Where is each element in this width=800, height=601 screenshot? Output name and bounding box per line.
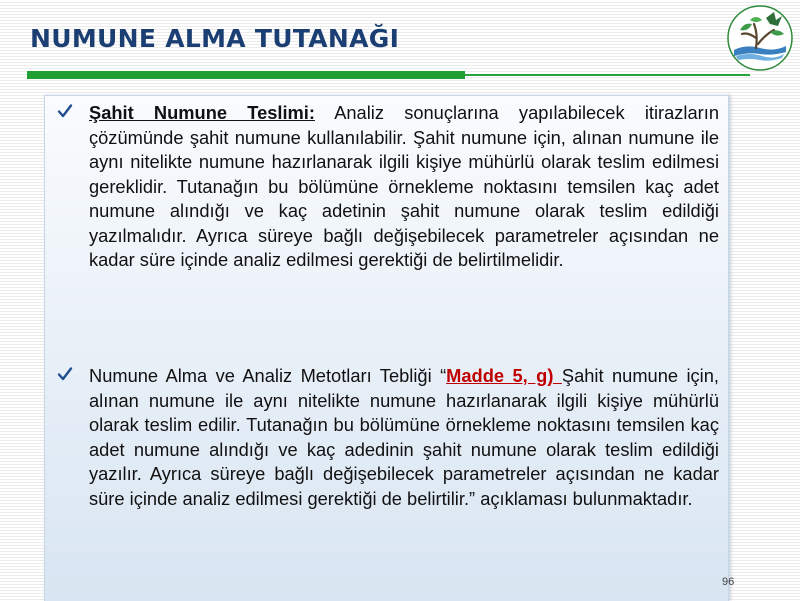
checkmark-icon [57, 366, 73, 382]
content-panel [44, 95, 729, 601]
bullet-item-witness-sample [89, 101, 719, 273]
bullet-prefix-text: Numune Alma ve Analiz Metotları Tebliği “ [89, 365, 447, 386]
page-number: 96 [722, 576, 735, 588]
bullet-lead-heading: Şahit Numune Teslimi: [89, 102, 315, 123]
ministry-logo-icon [726, 4, 794, 72]
slide-title: NUMUNE ALMA TUTANAĞI [30, 24, 400, 53]
bullet-paragraph [89, 364, 719, 511]
bullet-item-regulation [89, 364, 719, 511]
bullet-body-text: Şahit numune için, alınan numune ile aynı nitelikte numune hazırlanarak ilgili kişiye mühürlü olarak teslim edilir. Tutanağın bu bölümüne örnekleme noktasını temsilen kaç adet numune alındığı ve kaç adedinin şahit numune olarak teslim edildiği yazılır. Ayrıca süreye bağlı değişebilecek parametreler açısından ne kadar süre içinde analiz edilmesi gerektiği de belirtilir.” açıklaması bulunmaktadır. [89, 365, 719, 509]
regulation-reference-link[interactable]: Madde 5, g) [446, 365, 562, 386]
bullet-paragraph [89, 101, 719, 273]
checkmark-icon [57, 103, 73, 119]
title-underline-thin [465, 74, 750, 76]
bullet-body-text: Analiz sonuçlarına yapılabilecek itirazların çözümünde şahit numune kullanılabilir. Şahit numune için, alınan numune ile aynı nitelikte numune hazırlanarak ilgili kişiye mühürlü olarak teslim edilmesi gereklidir. Tutanağın bu bölümüne örnekleme noktasını temsilen kaç adet numune alındığı ve kaç adetinin şahit numune olarak teslim edildiği yazılmalıdır. Ayrıca süreye bağlı değişebilecek parametreler açısından ne kadar süre içinde analiz edilmesi gerektiği de belirtilmelidir. [89, 102, 719, 270]
title-underline-thick [27, 71, 465, 79]
